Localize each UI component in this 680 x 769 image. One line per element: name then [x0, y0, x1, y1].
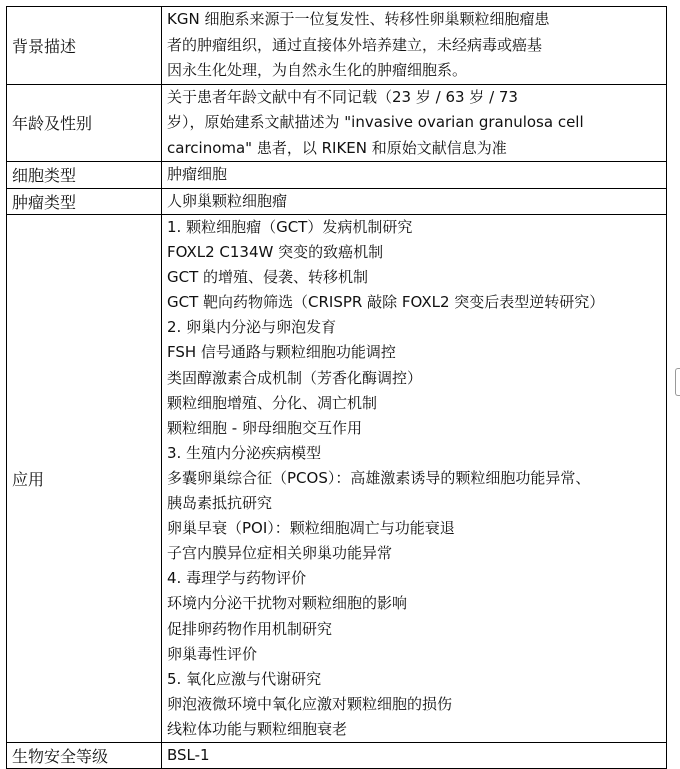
value-background	[162, 7, 667, 85]
text-line: 岁），原始建系文献描述为 "invasive ovarian granulosa cell	[167, 113, 584, 131]
text-line: carcinoma" 患者，以 RIKEN 和原始文献信息为准	[167, 138, 507, 157]
text-line: KGN 细胞系来源于一位复发性、转移性卵巢颗粒细胞瘤患	[167, 10, 550, 28]
list-item: 子宫内膜异位症相关卵巢功能异常	[167, 544, 393, 563]
label-background: 背景描述	[7, 7, 162, 85]
list-item: 环境内分泌干扰物对颗粒细胞的影响	[167, 594, 408, 613]
label-age-sex: 年龄及性别	[7, 84, 162, 162]
list-item: 颗粒细胞增殖、分化、凋亡机制	[167, 393, 378, 412]
list-item: 类固醇激素合成机制（芳香化酶调控）	[167, 368, 423, 387]
info-table	[6, 6, 667, 769]
label-application: 应用	[7, 215, 162, 743]
row-biosafety	[7, 742, 667, 769]
list-item: 卵泡液微环境中氧化应激对颗粒细胞的损伤	[167, 694, 453, 713]
list-item: 促排卵药物作用机制研究	[167, 619, 333, 638]
row-tumor-type	[7, 188, 667, 215]
value-tumor-type: 人卵巢颗粒细胞瘤	[162, 188, 667, 215]
list-item: 胰岛素抵抗研究	[167, 494, 273, 513]
row-age-sex	[7, 84, 667, 162]
list-item: 卵巢早衰（POI）：颗粒细胞凋亡与功能衰退	[167, 519, 455, 538]
text-line: 者的肿瘤组织，通过直接体外培养建立，未经病毒或癌基	[167, 35, 543, 54]
section-heading: 2. 卵巢内分泌与卵泡发育	[167, 318, 337, 337]
scroll-edge-handle[interactable]	[675, 368, 680, 396]
section-heading: 3. 生殖内分泌疾病模型	[167, 443, 322, 462]
cell-line-info-sheet	[6, 6, 667, 769]
list-item: 多囊卵巢综合征（PCOS）：高雄激素诱导的颗粒细胞功能异常、	[167, 468, 591, 487]
row-application	[7, 215, 667, 743]
row-background	[7, 7, 667, 85]
section-heading: 5. 氧化应激与代谢研究	[167, 669, 322, 688]
value-cell-type: 肿瘤细胞	[162, 162, 667, 189]
list-item: FSH 信号通路与颗粒细胞功能调控	[167, 343, 396, 362]
text-line: 关于患者年龄文献中有不同记载（23 岁 / 63 岁 / 73	[167, 87, 518, 106]
section-heading: 1. 颗粒细胞瘤（GCT）发病机制研究	[167, 218, 413, 236]
list-item: GCT 的增殖、侵袭、转移机制	[167, 268, 369, 287]
label-cell-type: 细胞类型	[7, 162, 162, 189]
text-line: 因永生化处理，为自然永生化的肿瘤细胞系。	[167, 61, 468, 79]
value-application	[162, 215, 667, 743]
value-biosafety: BSL-1	[162, 742, 667, 769]
list-item: FOXL2 C134W 突变的致癌机制	[167, 243, 384, 262]
value-age-sex	[162, 84, 667, 162]
label-tumor-type: 肿瘤类型	[7, 188, 162, 215]
label-biosafety: 生物安全等级	[7, 742, 162, 769]
section-heading: 4. 毒理学与药物评价	[167, 569, 307, 588]
row-cell-type	[7, 162, 667, 189]
list-item: 卵巢毒性评价	[167, 644, 258, 663]
list-item: GCT 靶向药物筛选（CRISPR 敲除 FOXL2 突变后表型逆转研究）	[167, 293, 605, 312]
list-item: 线粒体功能与颗粒细胞衰老	[167, 719, 348, 738]
list-item: 颗粒细胞 - 卵母细胞交互作用	[167, 418, 362, 437]
